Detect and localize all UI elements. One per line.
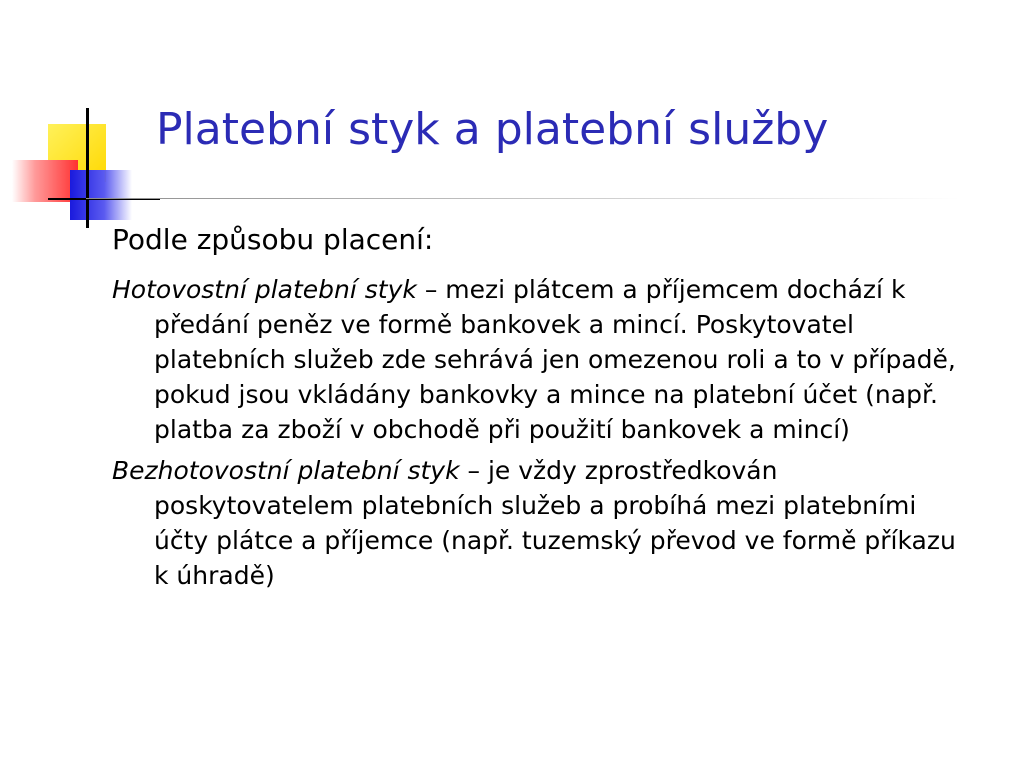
- paragraph-cash-payment: [112, 272, 972, 447]
- paragraph-cashless-payment: [112, 453, 972, 593]
- paragraph-text: je vždy zprostředkován poskytovatelem platebních služeb a probíhá mezi platebními účty plátce a příjemce (např. tuzemský převod ve formě příkazu k úhradě): [154, 456, 956, 590]
- title-divider: [86, 198, 960, 199]
- term-separator: –: [459, 456, 488, 485]
- slide-title: Platební styk a platební služby: [156, 104, 829, 155]
- intro-line: Podle způsobu placení:: [112, 223, 434, 256]
- logo-red-bar: [12, 160, 78, 202]
- term-cashless-payment: Bezhotovostní platební styk: [112, 456, 460, 485]
- slide-content: [112, 218, 972, 599]
- term-separator: –: [416, 275, 446, 304]
- logo-vertical-line: [86, 108, 89, 228]
- slide-logo-graphic: [0, 0, 160, 240]
- logo-blue-square: [70, 170, 132, 220]
- paragraph-text: mezi plátcem a příjemcem dochází k předání peněz ve formě bankovek a mincí. Poskytovatel platebních služeb zde sehrává jen omezenou roli a to v případě, pokud jsou vkládány bankovky a mince na platební účet (např. platba za zboží v obchodě při použití bankovek a mincí): [154, 275, 956, 444]
- term-cash-payment: Hotovostní platební styk: [112, 275, 417, 304]
